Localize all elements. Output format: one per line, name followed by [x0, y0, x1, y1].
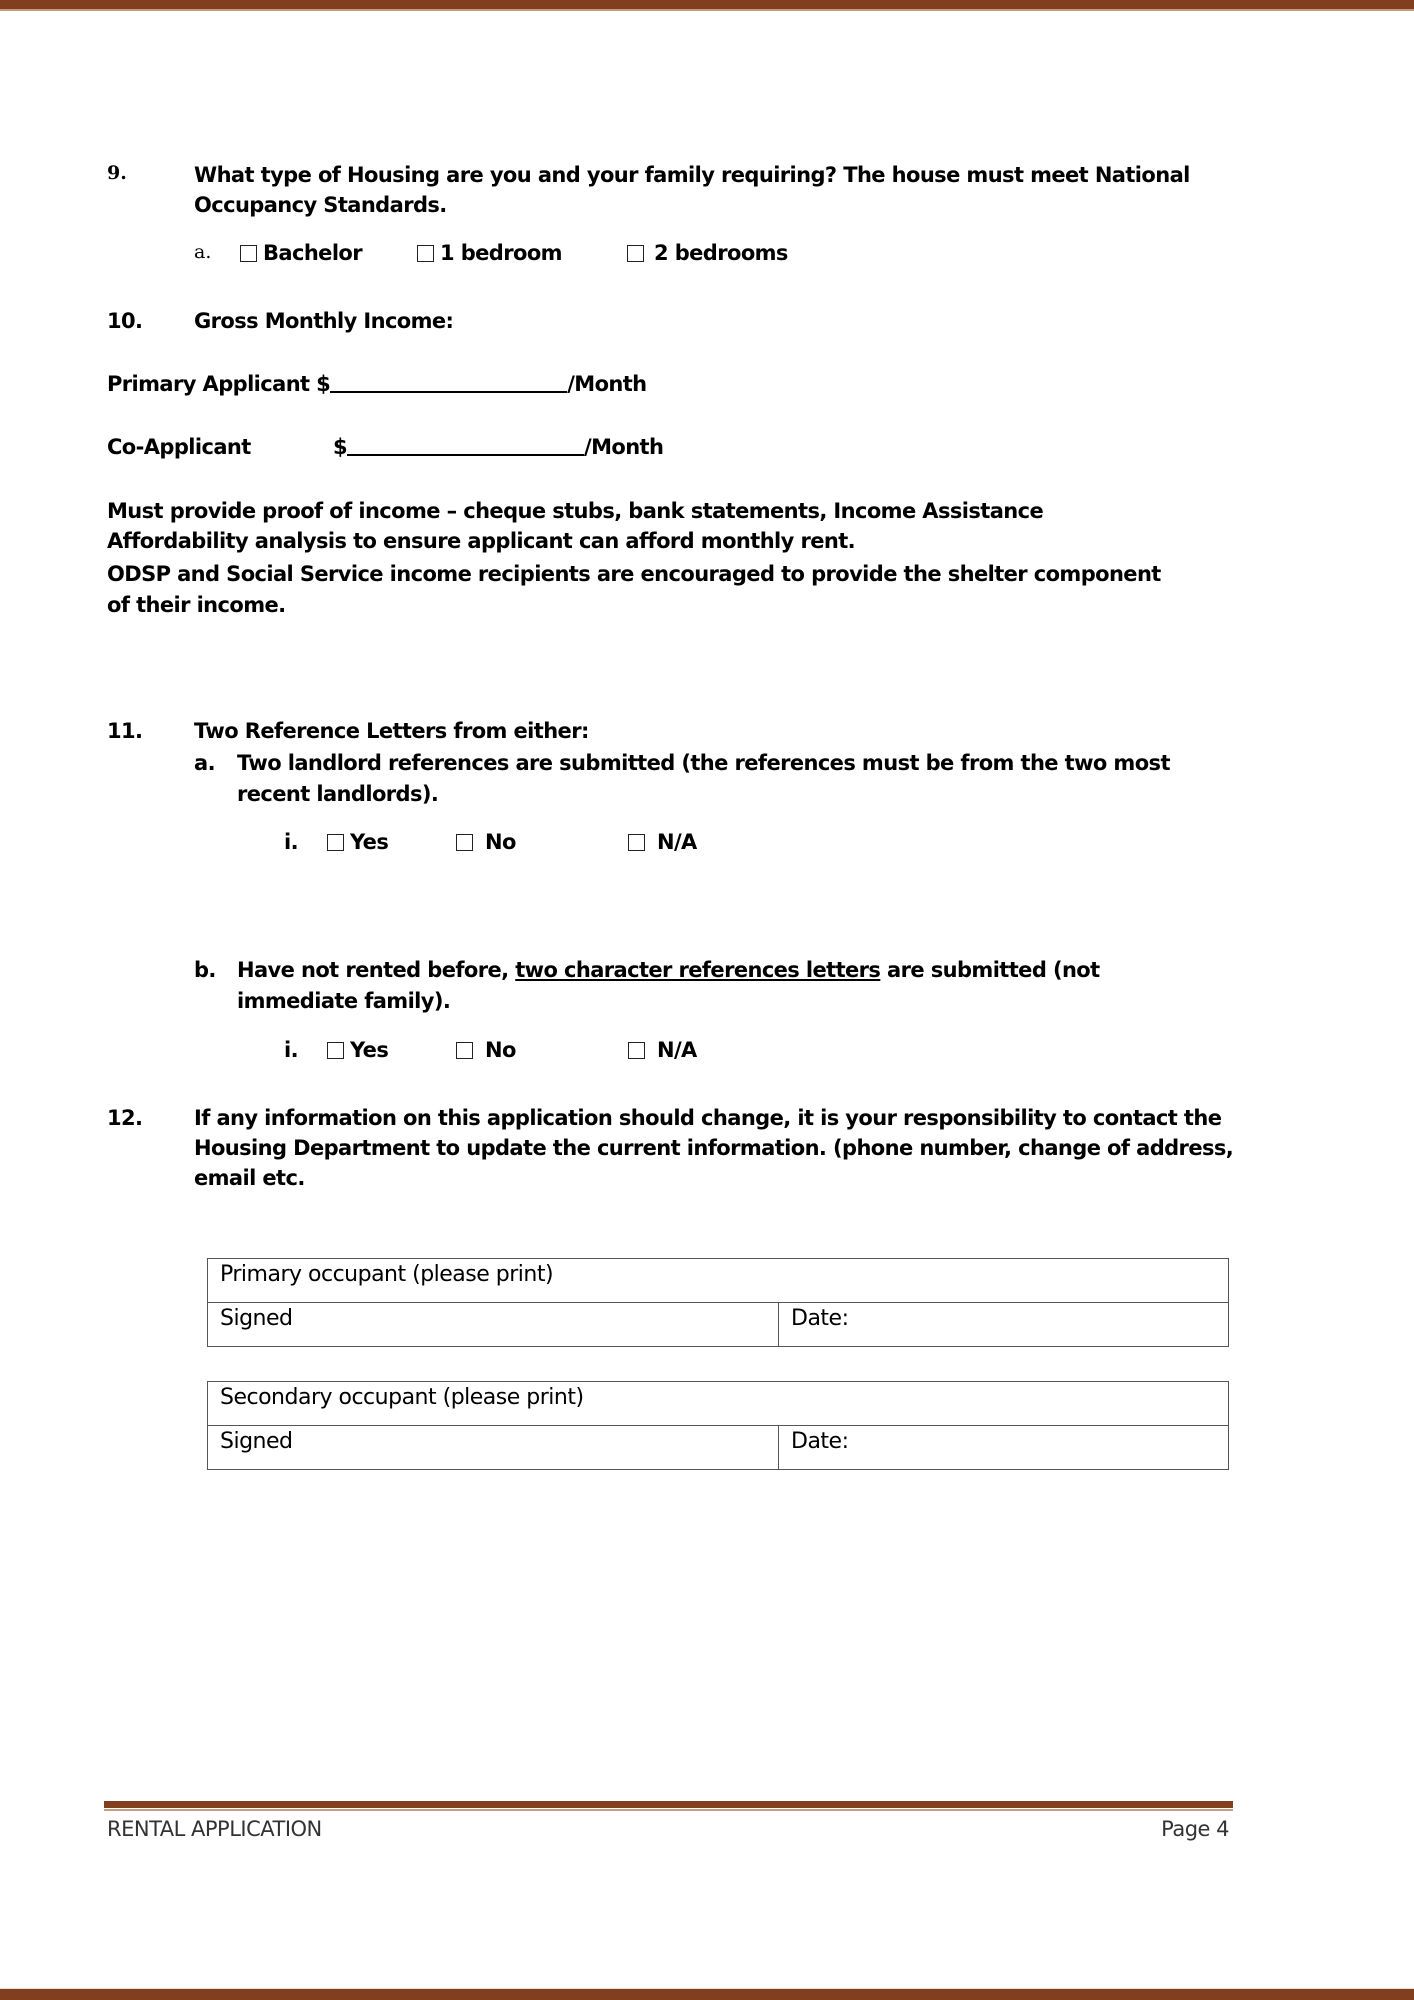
checkbox[interactable] — [628, 1042, 645, 1059]
q9-number: 9. — [107, 162, 127, 184]
primary-occupant-name-field[interactable]: Primary occupant (please print) — [208, 1259, 1229, 1303]
underlined-text: two character references letters — [515, 958, 881, 982]
q11a-option-yes[interactable]: Yes — [327, 827, 388, 857]
q11-title: Two Reference Letters from either: — [194, 719, 589, 743]
secondary-signature-table — [207, 1381, 1229, 1470]
q9-option-bachelor[interactable]: Bachelor — [240, 238, 362, 268]
q11b-option-no[interactable]: No — [456, 1035, 516, 1065]
income-note-4: of their income. — [107, 593, 286, 617]
q10-title: Gross Monthly Income: — [194, 309, 454, 333]
q9-text-line1: What type of Housing are you and your family requiring? The house must meet National — [194, 163, 1190, 187]
checkbox[interactable] — [627, 245, 644, 262]
q11b-option-na[interactable]: N/A — [628, 1035, 697, 1065]
q12-number: 12. — [107, 1106, 143, 1130]
q11-number: 11. — [107, 719, 143, 743]
bottom-border — [0, 1989, 1414, 2000]
q10-number: 10. — [107, 309, 143, 333]
primary-income-field[interactable] — [330, 369, 567, 393]
q11b-option-yes[interactable]: Yes — [327, 1035, 388, 1065]
co-applicant-label: Co-Applicant — [107, 435, 251, 459]
footer-border — [104, 1801, 1233, 1808]
income-note-2: Affordability analysis to ensure applicant can afford monthly rent. — [107, 529, 856, 553]
secondary-occupant-name-field[interactable]: Secondary occupant (please print) — [208, 1382, 1229, 1426]
co-income-row: $ /Month — [333, 432, 663, 462]
per-month-label: /Month — [567, 372, 647, 396]
per-month-label: /Month — [584, 435, 664, 459]
q12-line1: If any information on this application should change, it is your responsibility to contact the — [194, 1106, 1222, 1130]
checkbox[interactable] — [456, 1042, 473, 1059]
footer-border-thin — [104, 1809, 1233, 1811]
q11a-option-no[interactable]: No — [456, 827, 516, 857]
checkbox[interactable] — [456, 834, 473, 851]
secondary-date-field[interactable]: Date: — [779, 1426, 1229, 1470]
income-note-1: Must provide proof of income – cheque stubs, bank statements, Income Assistance — [107, 499, 1044, 523]
primary-signature-table — [207, 1258, 1229, 1347]
secondary-signed-field[interactable]: Signed — [208, 1426, 779, 1470]
q11b-label: b. — [194, 958, 216, 982]
checkbox[interactable] — [327, 1042, 344, 1059]
q11b-sub-label: i. — [284, 1038, 298, 1062]
co-income-field[interactable] — [347, 432, 584, 456]
checkbox[interactable] — [240, 245, 257, 262]
q11a-option-na[interactable]: N/A — [628, 827, 697, 857]
q11a-sub-label: i. — [284, 830, 298, 854]
footer-title: RENTAL APPLICATION — [107, 1817, 322, 1841]
checkbox[interactable] — [628, 834, 645, 851]
q11a-line1: Two landlord references are submitted (the references must be from the two most — [237, 751, 1170, 775]
q11b-line2: immediate family). — [237, 989, 451, 1013]
header-border — [0, 0, 1414, 9]
primary-income-row — [107, 369, 647, 399]
q9-sub-label: a. — [194, 241, 212, 263]
primary-income-label: Primary Applicant $ — [107, 372, 331, 396]
primary-date-field[interactable]: Date: — [779, 1303, 1229, 1347]
primary-signed-field[interactable]: Signed — [208, 1303, 779, 1347]
q9-option-2-bedrooms[interactable]: 2 bedrooms — [627, 238, 788, 268]
checkbox[interactable] — [417, 245, 434, 262]
q12-line2: Housing Department to update the current information. (phone number, change of address, — [194, 1136, 1234, 1160]
income-note-3: ODSP and Social Service income recipients are encouraged to provide the shelter component — [107, 562, 1161, 586]
page-number: Page 4 — [1161, 1817, 1229, 1841]
header-border-thin — [0, 9, 1414, 11]
q9-text-line2: Occupancy Standards. — [194, 193, 447, 217]
q11a-label: a. — [194, 751, 215, 775]
q9-option-1-bedroom[interactable]: 1 bedroom — [417, 238, 562, 268]
q11b-line1: Have not rented before, two character references letters are submitted (not — [237, 958, 1100, 982]
checkbox[interactable] — [327, 834, 344, 851]
q12-line3: email etc. — [194, 1166, 305, 1190]
q11a-line2: recent landlords). — [237, 782, 439, 806]
